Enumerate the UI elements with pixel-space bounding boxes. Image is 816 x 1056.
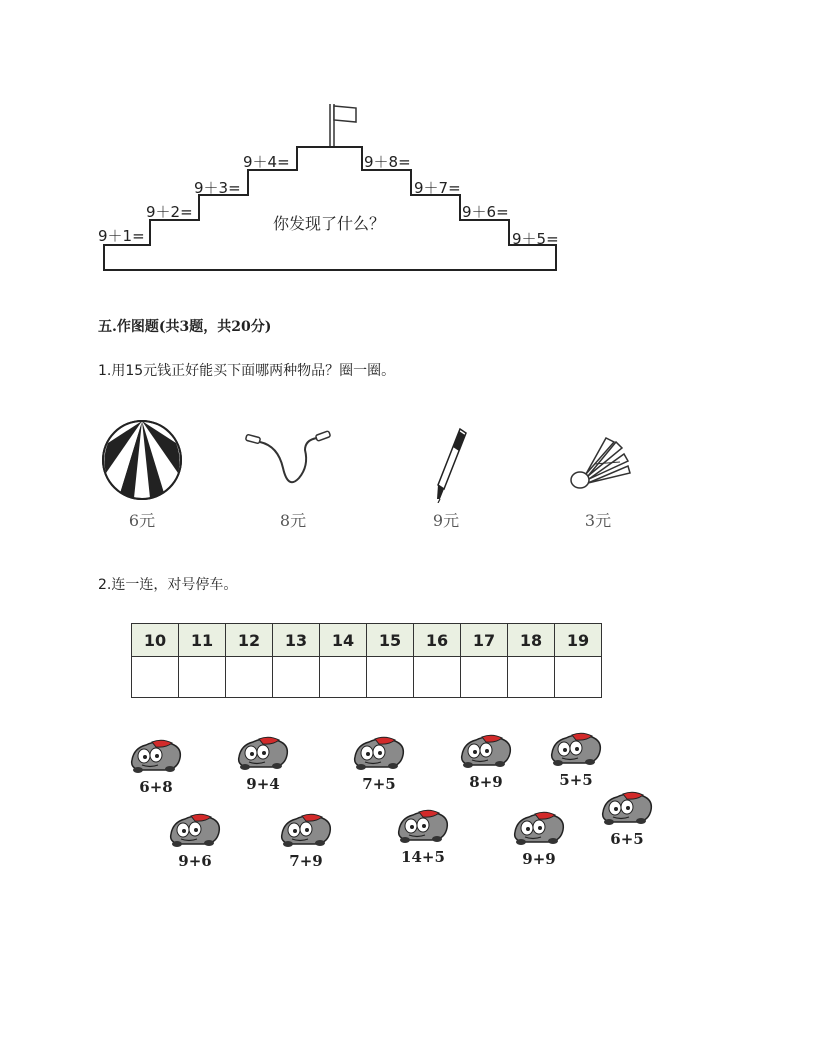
spot-number: 18 bbox=[508, 624, 555, 657]
parking-slot[interactable] bbox=[226, 657, 273, 698]
car-label: 5+5 bbox=[559, 771, 593, 789]
stair-left-4: 9＋4= bbox=[243, 153, 290, 171]
parking-slot[interactable] bbox=[508, 657, 555, 698]
spot-number: 10 bbox=[132, 624, 179, 657]
parking-slot[interactable] bbox=[461, 657, 508, 698]
price-ball: 6元 bbox=[128, 511, 156, 530]
car-6[interactable] bbox=[167, 810, 223, 854]
parking-slot[interactable] bbox=[132, 657, 179, 698]
spot-number: 16 bbox=[414, 624, 461, 657]
car-8[interactable] bbox=[395, 806, 451, 850]
spot-number: 12 bbox=[226, 624, 273, 657]
car-1[interactable] bbox=[128, 736, 184, 780]
parking-slot[interactable] bbox=[414, 657, 461, 698]
car-label: 6+8 bbox=[139, 778, 173, 796]
stair-right-4: 9＋5= bbox=[512, 230, 559, 248]
price-shuttlecock: 3元 bbox=[584, 511, 612, 530]
car-icon bbox=[128, 736, 184, 776]
car-label: 7+5 bbox=[362, 775, 396, 793]
staircase-diagram bbox=[0, 0, 816, 300]
car-3[interactable] bbox=[351, 733, 407, 777]
car-label: 6+5 bbox=[610, 830, 644, 848]
stair-right-3: 9＋6= bbox=[462, 203, 509, 221]
spot-number: 11 bbox=[179, 624, 226, 657]
car-label: 9+4 bbox=[246, 775, 280, 793]
ball-icon bbox=[100, 418, 184, 502]
parking-slot[interactable] bbox=[555, 657, 602, 698]
parking-slot[interactable] bbox=[273, 657, 320, 698]
shuttlecock-icon bbox=[566, 432, 636, 494]
car-5[interactable] bbox=[548, 729, 604, 773]
question2-text: 2.连一连，对号停车。 bbox=[98, 577, 238, 593]
car-icon bbox=[395, 806, 451, 846]
car-icon bbox=[458, 731, 514, 771]
pen-icon bbox=[426, 425, 470, 503]
car-4[interactable] bbox=[458, 731, 514, 775]
question1-text: 1.用15元钱正好能买下面哪两种物品？圈一圈。 bbox=[98, 363, 396, 379]
price-jump-rope: 8元 bbox=[279, 511, 307, 530]
car-10[interactable] bbox=[599, 788, 655, 832]
parking-slot[interactable] bbox=[367, 657, 414, 698]
car-label: 7+9 bbox=[289, 852, 323, 870]
price-pen: 9元 bbox=[432, 511, 460, 530]
car-icon bbox=[235, 733, 291, 773]
car-icon bbox=[548, 729, 604, 769]
car-label: 9+9 bbox=[522, 850, 556, 868]
stair-left-2: 9＋2= bbox=[146, 203, 193, 221]
spot-number: 19 bbox=[555, 624, 602, 657]
car-icon bbox=[511, 808, 567, 848]
spot-number: 13 bbox=[273, 624, 320, 657]
stair-right-2: 9＋7= bbox=[414, 179, 461, 197]
car-icon bbox=[599, 788, 655, 828]
car-icon bbox=[278, 810, 334, 850]
car-label: 9+6 bbox=[178, 852, 212, 870]
section-title: 五.作图题(共3题，共20分) bbox=[98, 319, 272, 335]
car-icon bbox=[167, 810, 223, 850]
parking-slot[interactable] bbox=[320, 657, 367, 698]
car-2[interactable] bbox=[235, 733, 291, 777]
parking-slot[interactable] bbox=[179, 657, 226, 698]
car-icon bbox=[351, 733, 407, 773]
spot-number: 15 bbox=[367, 624, 414, 657]
car-7[interactable] bbox=[278, 810, 334, 854]
car-label: 8+9 bbox=[469, 773, 503, 791]
flag-icon bbox=[334, 106, 356, 122]
stair-left-3: 9＋3= bbox=[194, 179, 241, 197]
car-label: 14+5 bbox=[401, 848, 445, 866]
spot-number: 14 bbox=[320, 624, 367, 657]
stair-right-1: 9＋8= bbox=[364, 153, 411, 171]
parking-table bbox=[131, 623, 602, 698]
jump-rope-icon bbox=[243, 428, 335, 492]
spot-number: 17 bbox=[461, 624, 508, 657]
car-9[interactable] bbox=[511, 808, 567, 852]
stair-left-1: 9＋1= bbox=[98, 227, 145, 245]
staircase-question: 你发现了什么？ bbox=[273, 214, 386, 233]
